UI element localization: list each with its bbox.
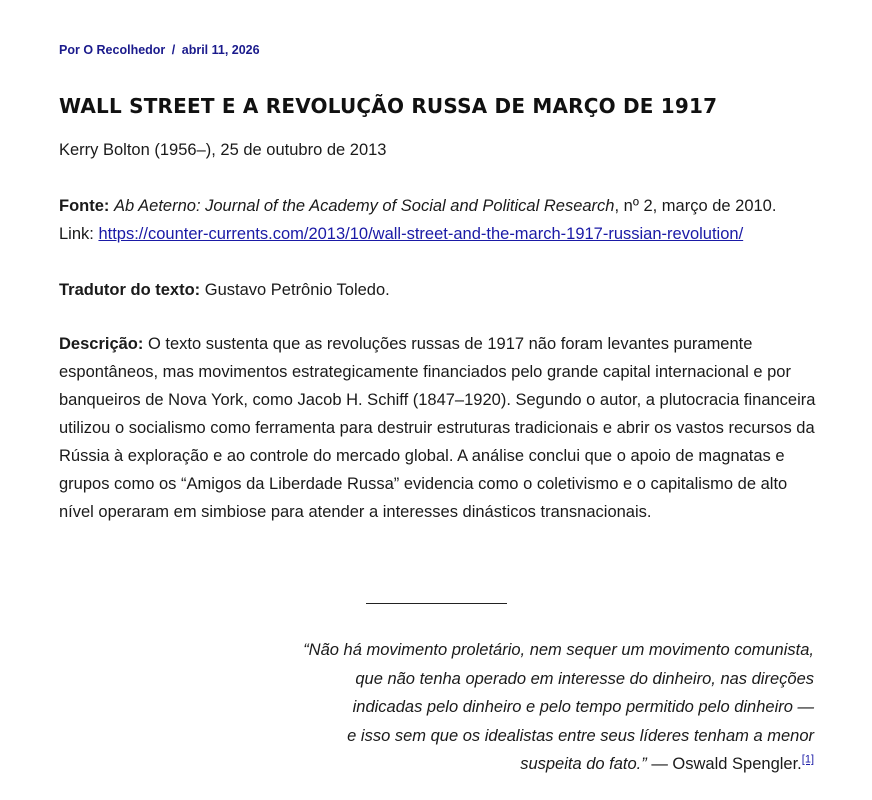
description-paragraph	[59, 330, 824, 526]
epigraph-line: suspeita do fato.”	[520, 755, 647, 773]
byline-author-link[interactable]: O Recolhedor	[83, 43, 166, 57]
epigraph-line: que não tenha operado em interesse do dinheiro, nas direções	[355, 669, 814, 688]
link-label: Link:	[59, 225, 94, 243]
byline-date-link[interactable]: abril 11, 2026	[181, 43, 260, 57]
translator-label: Tradutor do texto:	[59, 281, 201, 299]
epigraph-line: “Não há movimento proletário, nem sequer um movimento comunista,	[303, 641, 814, 659]
description-label: Descrição:	[59, 335, 144, 353]
translator-name: Gustavo Petrônio Toledo.	[204, 281, 390, 299]
source-label: Fonte:	[59, 197, 110, 215]
epigraph-attribution: — Oswald Spengler.	[646, 755, 802, 773]
byline-prefix: Por	[59, 43, 80, 57]
section-divider	[366, 603, 507, 604]
epigraph-final-line	[254, 750, 814, 779]
source-journal: Ab Aeterno: Journal of the Academy of Social and Political Research	[114, 197, 615, 215]
epigraph-line: e isso sem que os idealistas entre seus líderes tenham a menor	[347, 726, 814, 745]
source-link[interactable]: https://counter-currents.com/2013/10/wall-street-and-the-march-1917-russian-revolution/	[98, 225, 744, 243]
description-text: O texto sustenta que as revoluções russas de 1917 não foram levantes puramente espontâneos, mas movimentos estrategicamente financiados pelo grande capital internacional e por banqueiros de Nova York, como Jacob H. Schiff (1847–1920). Segundo o autor, a plutocracia financeira utilizou o socialismo como ferramenta para destruir estruturas tradicionais e abrir os vastos recursos da Rússia à exploração e ao controle do mercado global. A análise conclui que o apoio de magnatas e grupos como os “Amigos da Liberdade Russa” evidencia como o coletivismo e o capitalismo de alto nível operaram em simbiose para atender a interesses dinásticos transnacionais.	[59, 335, 816, 521]
page-title: WALL STREET E A REVOLUÇÃO RUSSA DE MARÇO DE 1917	[59, 94, 718, 118]
author-line: Kerry Bolton (1956–), 25 de outubro de 2013	[59, 141, 387, 159]
translator-paragraph	[59, 276, 829, 304]
source-details: , nº 2, março de 2010.	[614, 197, 777, 215]
post-byline	[59, 43, 260, 57]
source-paragraph	[59, 192, 829, 248]
byline-separator: /	[171, 43, 176, 57]
epigraph-line: indicadas pelo dinheiro e pelo tempo permitido pelo dinheiro —	[352, 698, 814, 716]
epigraph-quote	[254, 636, 814, 779]
footnote-link[interactable]: [1]	[801, 753, 814, 766]
